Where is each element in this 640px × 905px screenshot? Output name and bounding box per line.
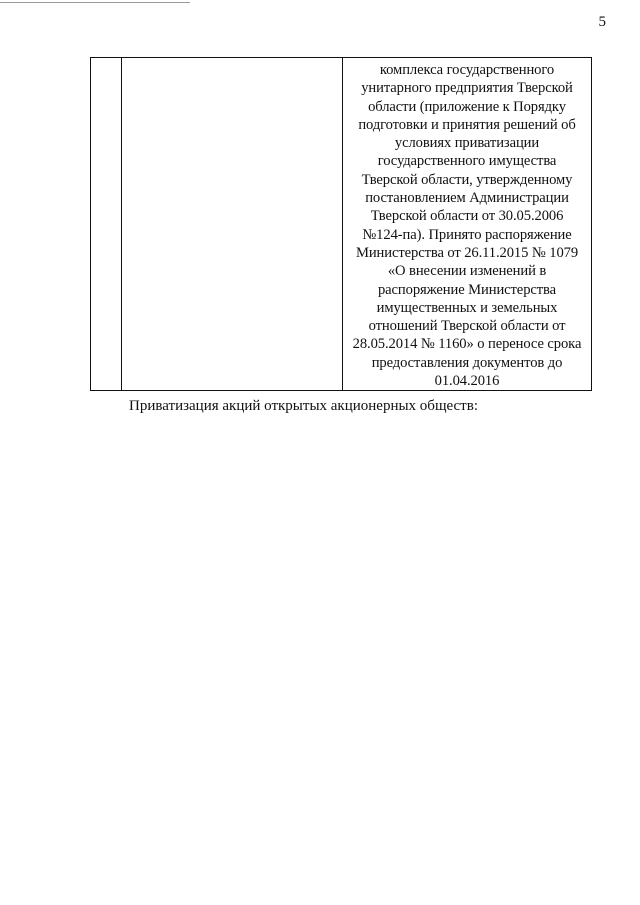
- table-cell-index: [91, 58, 122, 391]
- cell-text-name: [122, 58, 342, 61]
- section-heading: Приватизация акций открытых акционерных обществ:: [129, 398, 478, 414]
- table-cell-name: [122, 58, 343, 391]
- cell-text-note: комплекса государственного унитарного предприятия Тверской области (приложение к Порядку подготовки и принятия решений об условиях приватизации государственного имущества Тверской области, утвержденному постановлением Администрации Тверской области от 30.05.2006 №124-па). Принято распоряжение Министерства от 26.11.2015 № 1079 «О внесении изменений в распоряжение Министерства имущественных и земельных отношений Тверской области от 28.05.2014 № 1160» о переносе срока предоставления документов до 01.04.2016: [352, 62, 582, 390]
- continuation-table: [90, 57, 592, 391]
- page-number: 5: [598, 14, 606, 30]
- table-row: [91, 58, 592, 391]
- scan-edge-line: [0, 2, 190, 3]
- cell-text-index: [91, 58, 121, 61]
- table-cell-note: [343, 58, 592, 391]
